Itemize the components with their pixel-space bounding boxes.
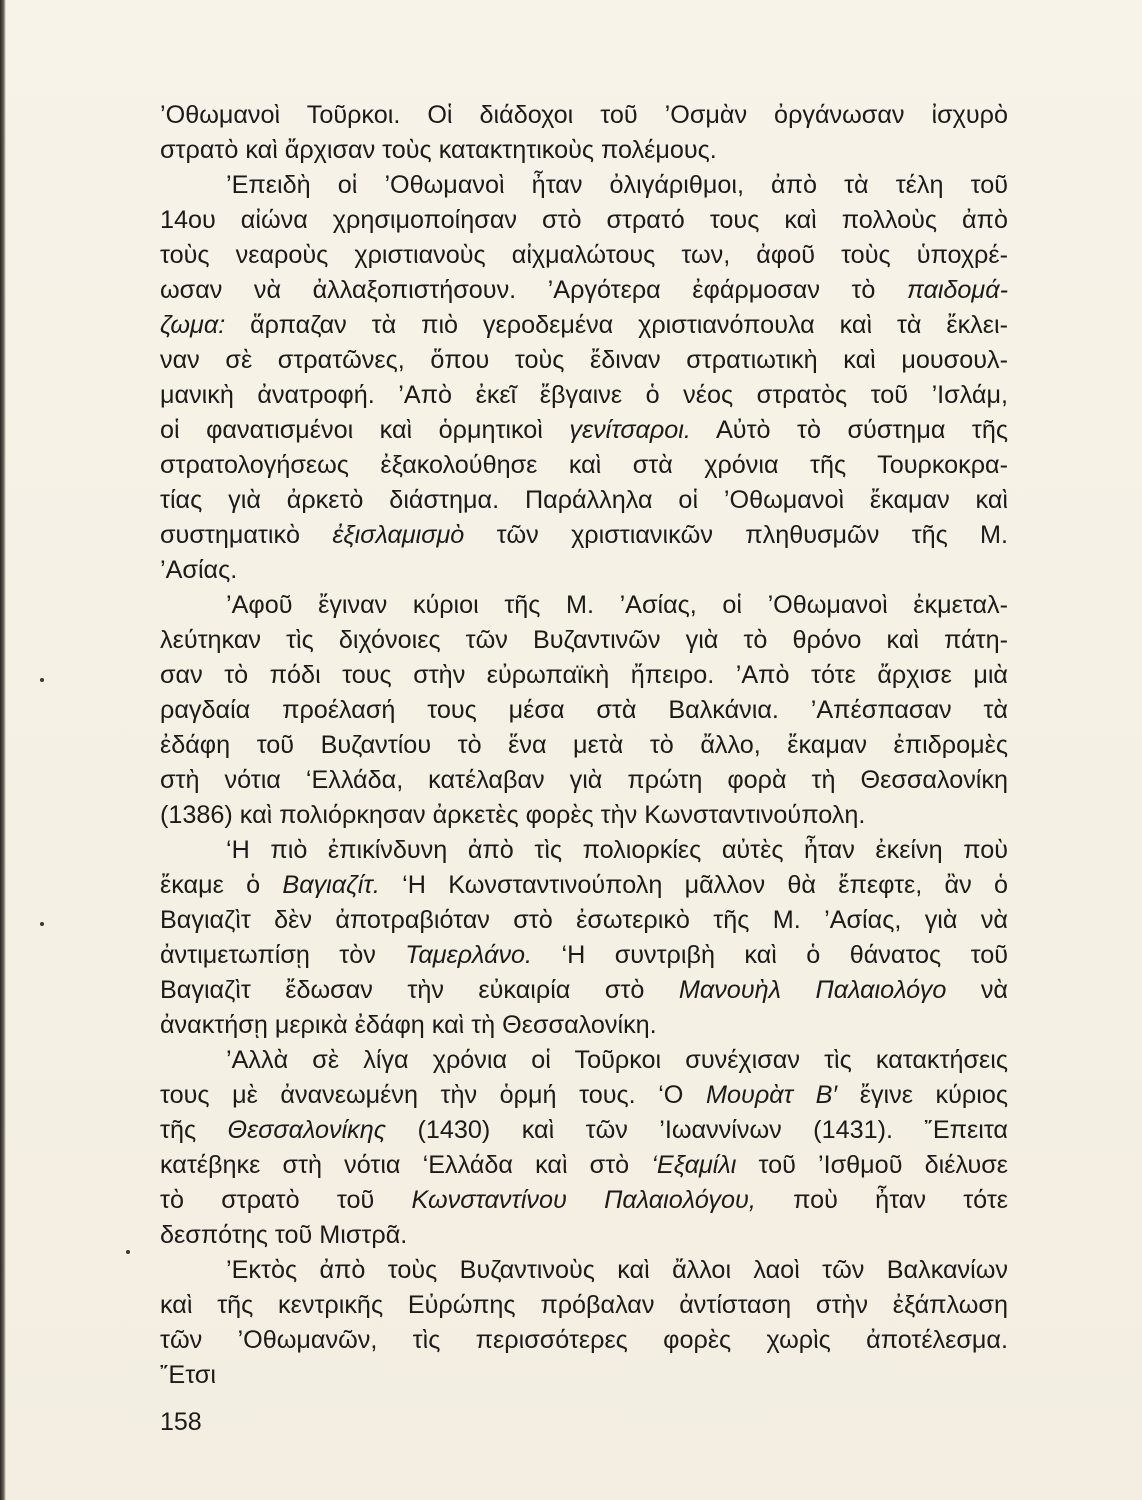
text-run: ραγδαία προέλασή τους μέσα στὰ Βαλκάνια. ’Απέσπασαν τὰ: [160, 696, 1008, 724]
text-run: τους μὲ ἀνανεωμένη τὴν ὁρμή τους. ‘Ο: [160, 1081, 706, 1109]
emphasized-term: Θεσσαλονίκης: [227, 1116, 387, 1144]
text-run: ποὺ ἦταν τότε: [755, 1186, 1008, 1214]
text-run: ’Ασίας.: [160, 556, 238, 584]
emphasized-term: ζωμα:: [160, 311, 226, 339]
text-run: ’Αφοῦ ἔγιναν κύριοι τῆς Μ. ’Ασίας, οἱ ’Οθωμανοὶ ἐκμεταλ-: [226, 591, 1008, 619]
text-line: [160, 588, 1008, 623]
text-line: [160, 553, 1008, 588]
page-number: 158: [160, 1408, 202, 1436]
text-line: [160, 98, 1008, 133]
text-run: οἱ φανατισμένοι καὶ ὁρμητικοὶ: [160, 416, 570, 444]
text-run: μανικὴ ἀνατροφή. ’Απὸ ἐκεῖ ἔβγαινε ὁ νέος στρατὸς τοῦ ’Ισλάμ,: [160, 381, 1008, 409]
text-run: ναν σὲ στρατῶνες, ὅπου τοὺς ἔδιναν στρατιωτικὴ καὶ μουσουλ-: [160, 346, 1008, 374]
emphasized-term: Κωνσταντίνου Παλαιολόγου,: [411, 1186, 756, 1214]
text-line: [160, 798, 1008, 833]
emphasized-term: γενίτσαροι.: [569, 416, 691, 444]
text-run: τῆς: [160, 1116, 228, 1144]
text-line: [160, 1358, 1008, 1393]
text-run: Βαγιαζὶτ δὲν ἀποτραβιόταν στὸ ἐσωτερικὸ τῆς Μ. ’Ασίας, γιὰ νὰ: [160, 906, 1008, 934]
emphasized-term: ἐξισλαμισμὸ: [332, 521, 465, 549]
scan-speck: [126, 1250, 130, 1254]
text-run: ἔκαμε ὁ: [160, 871, 283, 899]
text-run: ἐδάφη τοῦ Βυζαντίου τὸ ἕνα μετὰ τὸ ἄλλο, ἔκαμαν ἐπιδρομὲς: [160, 731, 1008, 759]
text-line: [160, 1078, 1008, 1113]
text-line: [160, 763, 1008, 798]
text-line: [160, 1148, 1008, 1183]
text-line: [160, 378, 1008, 413]
text-run: καὶ τῆς κεντρικῆς Εὐρώπης πρόβαλαν ἀντίσταση στὴν ἐξάπλωση: [160, 1291, 1008, 1319]
text-line: [160, 1288, 1008, 1323]
body-text: [160, 98, 1008, 1393]
text-run: τῶν χριστιανικῶν πληθυσμῶν τῆς Μ.: [464, 521, 1008, 549]
text-run: τίας γιὰ ἀρκετὸ διάστημα. Παράλληλα οἱ ’Οθωμανοὶ ἔκαμαν καὶ: [160, 486, 1008, 514]
text-run: (1386) καὶ πολιόρκησαν ἀρκετὲς φορὲς τὴν Κωνσταντινούπολη.: [160, 801, 866, 829]
text-run: 14ου αἰώνα χρησιμοποίησαν στὸ στρατό τους καὶ πολλοὺς ἀπὸ: [160, 206, 1008, 234]
text-run: Αὐτὸ τὸ σύστημα τῆς: [690, 416, 1008, 444]
text-line: [160, 1008, 1008, 1043]
text-line: [160, 273, 1008, 308]
text-line: [160, 1218, 1008, 1253]
text-run: τοὺς νεαροὺς χριστιανοὺς αἰχμαλώτους των, ἀφοῦ τοὺς ὑποχρέ-: [160, 241, 1008, 269]
text-line: [160, 483, 1008, 518]
emphasized-term: Ταμερλάνο.: [405, 941, 533, 969]
text-line: [160, 1113, 1008, 1148]
text-run: ‘Η συντριβὴ καὶ ὁ θάνατος τοῦ: [532, 941, 1008, 969]
text-run: νὰ: [946, 976, 1008, 1004]
text-run: ῎Ετσι: [160, 1361, 216, 1389]
text-run: τοῦ ’Ισθμοῦ διέλυσε: [736, 1151, 1008, 1179]
text-run: στρατὸ καὶ ἄρχισαν τοὺς κατακτητικοὺς πολέμους.: [160, 136, 717, 164]
text-line: [160, 308, 1008, 343]
emphasized-term: Μανουὴλ Παλαιολόγο: [678, 976, 947, 1004]
text-line: [160, 133, 1008, 168]
emphasized-term: ‘Εξαμίλι: [651, 1151, 737, 1179]
text-line: [160, 728, 1008, 763]
text-run: ’Αλλὰ σὲ λίγα χρόνια οἱ Τοῦρκοι συνέχισαν τὶς κατακτήσεις: [226, 1046, 1008, 1074]
text-run: κατέβηκε στὴ νότια ‘Ελλάδα καὶ στὸ: [160, 1151, 652, 1179]
text-run: δεσπότης τοῦ Μιστρᾶ.: [160, 1221, 408, 1249]
text-run: ’Εκτὸς ἀπὸ τοὺς Βυζαντινοὺς καὶ ἄλλοι λαοὶ τῶν Βαλκανίων: [226, 1256, 1008, 1284]
emphasized-term: παιδομά-: [906, 276, 1008, 304]
scan-speck: [40, 922, 44, 926]
emphasized-term: Μουρὰτ Β′: [705, 1081, 838, 1109]
text-run: ἔγινε κύριος: [837, 1081, 1008, 1109]
text-run: στὴ νότια ‘Ελλάδα, κατέλαβαν γιὰ πρώτη φορὰ τὴ Θεσσαλονίκη: [160, 766, 1008, 794]
text-run: στρατολογήσεως ἐξακολούθησε καὶ στὰ χρόνια τῆς Τουρκοκρα-: [160, 451, 1008, 479]
text-line: [160, 413, 1008, 448]
text-run: (1430) καὶ τῶν ’Ιωαννίνων (1431). ῎Επειτα: [386, 1116, 1008, 1144]
text-run: ’Επειδὴ οἱ ’Οθωμανοὶ ἦταν ὀλιγάριθμοι, ἀπὸ τὰ τέλη τοῦ: [226, 171, 1008, 199]
text-line: [160, 903, 1008, 938]
text-line: [160, 1043, 1008, 1078]
text-line: [160, 1253, 1008, 1288]
text-line: [160, 973, 1008, 1008]
text-line: [160, 658, 1008, 693]
text-line: [160, 238, 1008, 273]
page-gutter-shadow: [0, 0, 6, 1500]
text-run: ’Οθωμανοὶ Τοῦρκοι. Οἱ διάδοχοι τοῦ ’Οσμὰν ὀργάνωσαν ἰσχυρὸ: [160, 101, 1008, 129]
text-line: [160, 343, 1008, 378]
text-run: ‘Η Κωνσταντινούπολη μᾶλλον θὰ ἔπεφτε, ἂν ὁ: [379, 871, 1008, 899]
text-line: [160, 203, 1008, 238]
text-line: [160, 1183, 1008, 1218]
text-run: ἅρπαζαν τὰ πιὸ γεροδεμένα χριστιανόπουλα καὶ τὰ ἔκλει-: [225, 311, 1008, 339]
text-run: Βαγιαζὶτ ἔδωσαν τὴν εὐκαιρία στὸ: [160, 976, 679, 1004]
text-line: [160, 833, 1008, 868]
text-line: [160, 693, 1008, 728]
text-run: ωσαν νὰ ἀλλαξοπιστήσουν. ’Αργότερα ἐφάρμοσαν τὸ: [160, 276, 907, 304]
text-line: [160, 518, 1008, 553]
text-line: [160, 168, 1008, 203]
text-line: [160, 868, 1008, 903]
text-line: [160, 1323, 1008, 1358]
text-line: [160, 623, 1008, 658]
text-run: συστηματικὸ: [160, 521, 333, 549]
text-run: σαν τὸ πόδι τους στὴν εὐρωπαϊκὴ ἤπειρο. ’Απὸ τότε ἄρχισε μιὰ: [160, 661, 1008, 689]
text-run: ‘Η πιὸ ἐπικίνδυνη ἀπὸ τὶς πολιορκίες αὐτὲς ἦταν ἐκείνη ποὺ: [226, 836, 1008, 864]
emphasized-term: Βαγιαζίτ.: [282, 871, 380, 899]
text-run: ἀνακτήσῃ μερικὰ ἐδάφη καὶ τὴ Θεσσαλονίκη.: [160, 1011, 657, 1039]
text-run: τῶν ’Οθωμανῶν, τὶς περισσότερες φορὲς χωρὶς ἀποτέλεσμα.: [160, 1326, 1008, 1354]
text-line: [160, 448, 1008, 483]
text-line: [160, 938, 1008, 973]
text-run: τὸ στρατὸ τοῦ: [160, 1186, 412, 1214]
text-run: λεύτηκαν τὶς διχόνοιες τῶν Βυζαντινῶν γιὰ τὸ θρόνο καὶ πάτη-: [160, 626, 1008, 654]
text-run: ἀντιμετωπίσῃ τὸν: [160, 941, 406, 969]
scan-speck: [40, 678, 44, 682]
